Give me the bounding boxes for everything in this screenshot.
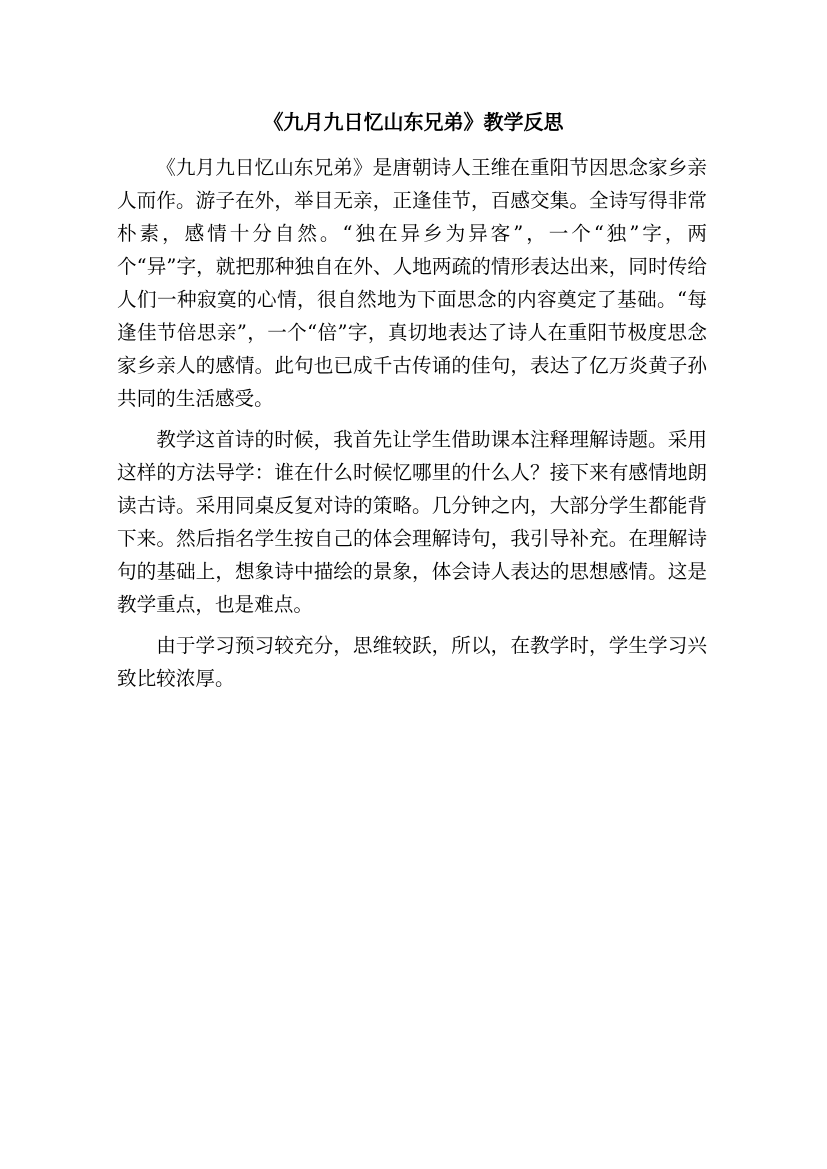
paragraph-3: 由于学习预习较充分，思维较跃，所以，在教学时，学生学习兴致比较浓厚。 [117,634,707,690]
paragraph-1: 《九月九日忆山东兄弟》是唐朝诗人王维在重阳节因思念家乡亲人而作。游子在外，举目无亲，正逢佳节，百感交集。全诗写得非常朴素，感情十分自然。“独在异乡为异客”，一个“独”字，两个“异”字，就把那种独自在外、人地两疏的情形表达出来，同时传给人们一种寂寞的心情，很自然地为下面思念的内容奠定了基础。“每逢佳节倍思亲”，一个“倍”字，真切地表达了诗人在重阳节极度思念家乡亲人的感情。此句也已成千古传诵的佳句，表达了亿万炎黄子孙共同的生活感受。 [117,156,707,410]
document-title: 《九月九日忆山东兄弟》教学反思 [263,110,564,134]
paragraph-2: 教学这首诗的时候，我首先让学生借助课本注释理解诗题。采用这样的方法导学：谁在什么时候忆哪里的什么人？接下来有感情地朗读古诗。采用同桌反复对诗的策略。几分钟之内，大部分学生都能背下来。然后指名学生按自己的体会理解诗句，我引导补充。在理解诗句的基础上，想象诗中描绘的景象，体会诗人表达的思想感情。这是教学重点，也是难点。 [117,428,707,616]
document-body [117,151,707,703]
